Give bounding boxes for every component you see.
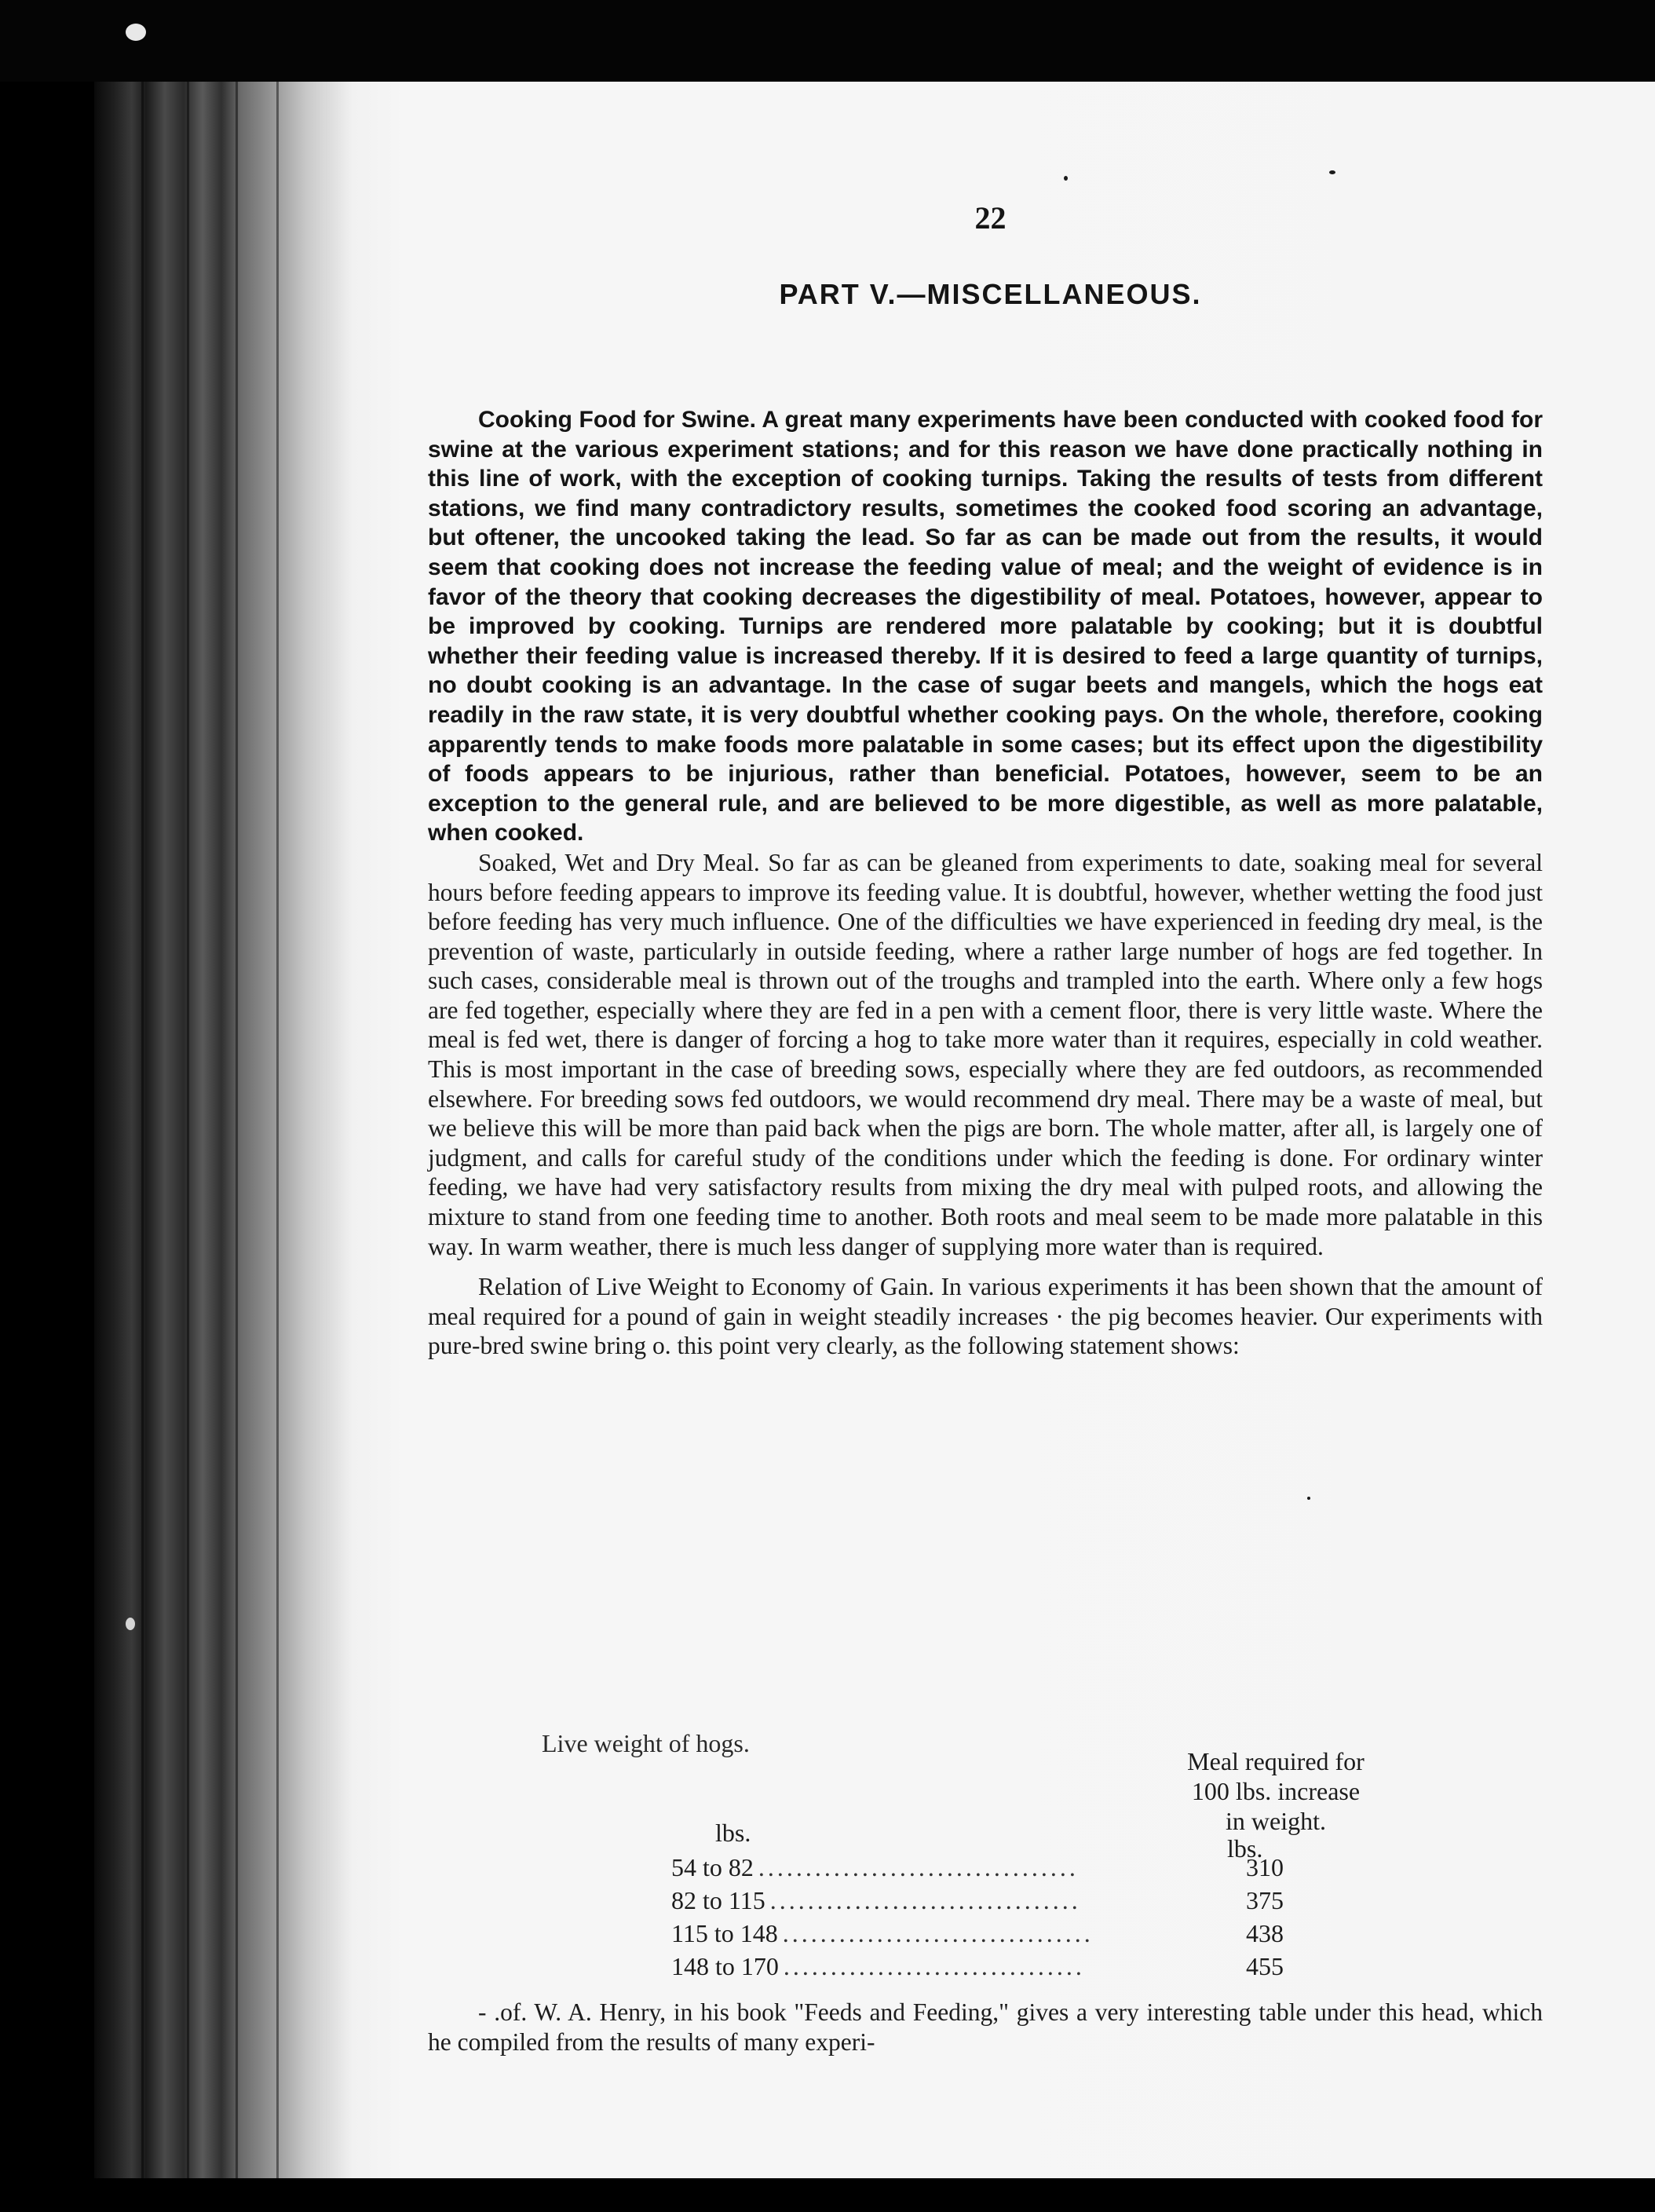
table-row bbox=[671, 1919, 1284, 1948]
binding-line bbox=[141, 82, 144, 2178]
weight-range: 148 to 170 bbox=[671, 1952, 779, 1980]
table-row bbox=[671, 1886, 1284, 1915]
caption-line: in weight. bbox=[1226, 1807, 1326, 1835]
paragraph-cooking-food: Cooking Food for Swine. A great many experiments have been conducted with cooked food for swine at the various experiment stations; and for this reason we have done practically nothing in this line of work, with the exception of cooking turnips. Taking the results of tests from different stations, we find many contradictory results, sometimes the cooked food scoring an advantage, but oftener, the uncooked taking the lead. So far as can be made out from the results, it would seem that cooking does not increase the feeding value of meal; and the weight of evidence is in favor of the theory that cooking decreases the digestibility of meal. Potatoes, however, appear to be improved by cooking. Turnips are rendered more palatable by cooking; but it is doubtful whether their feeding value is increased thereby. If it is desired to feed a large quantity of turnips, no doubt cooking is an advantage. In the case of sugar beets and mangels, which the hogs eat readily in the raw state, it is very doubtful whether cooking pays. On the whole, therefore, cooking apparently tends to make foods more palatable in some cases; but its effect upon the digestibility of foods appears to be injurious, rather than beneficial. Potatoes, however, seem to be an exception to the general rule, and are believed to be more digestible, as well as more palatable, when cooked. bbox=[428, 407, 1543, 846]
binding-line bbox=[276, 82, 279, 2178]
leader-dots: ................................ bbox=[783, 1952, 1085, 1980]
table-row bbox=[671, 1853, 1284, 1882]
caption-line: 100 lbs. increase bbox=[1191, 1777, 1361, 1805]
weight-range: 82 to 115 bbox=[671, 1886, 765, 1914]
weight-range: 54 to 82 bbox=[671, 1853, 754, 1881]
page-number: 22 bbox=[974, 200, 1007, 236]
dust-speck bbox=[126, 1618, 135, 1630]
paragraph-live-weight: Relation of Live Weight to Economy of Gain. In various experiments it has been shown that the amount of meal required for a pound of gain in weight steadily increases · the pig becomes heavier. Our experiments with pure-bred swine bring o. this point very clearly, as the following statement shows: bbox=[428, 1273, 1543, 1360]
meal-required: 375 bbox=[1246, 1886, 1284, 1914]
meal-required: 310 bbox=[1246, 1853, 1284, 1881]
binding-line bbox=[187, 82, 189, 2178]
leader-dots: .................................. bbox=[758, 1853, 1079, 1881]
body-text bbox=[428, 405, 1543, 1361]
table-left-unit: lbs. bbox=[715, 1819, 751, 1847]
caption-line: Meal required for bbox=[1187, 1747, 1365, 1775]
footer-paragraph: - .of. W. A. Henry, in his book "Feeds and Feeding," gives a very interesting table under this head, which he compiled from the results of many experi- bbox=[428, 1998, 1543, 2056]
page-sheet bbox=[326, 82, 1655, 2178]
leader-dots: ................................. bbox=[769, 1886, 1081, 1914]
table-left-caption: Live weight of hogs. bbox=[542, 1729, 750, 1757]
table-right-unit: lbs. bbox=[1227, 1834, 1263, 1863]
dust-speck bbox=[1307, 1497, 1310, 1500]
leader-dots: ................................. bbox=[782, 1919, 1094, 1947]
table-row bbox=[671, 1952, 1284, 1981]
part-heading: PART V.—MISCELLANEOUS. bbox=[779, 278, 1202, 310]
meal-required: 438 bbox=[1246, 1919, 1284, 1947]
scan-top-border bbox=[0, 0, 1655, 82]
dust-speck bbox=[126, 24, 146, 41]
table-right-caption bbox=[1142, 1746, 1409, 1836]
weight-range: 115 to 148 bbox=[671, 1919, 778, 1947]
dust-speck bbox=[1064, 176, 1068, 181]
paragraph-soaked-meal: Soaked, Wet and Dry Meal. So far as can be gleaned from experiments to date, soaking meal for several hours before feeding appears to improve its feeding value. It is doubtful, however, whether wetting the food just before feeding has very much influence. One of the difficulties we have experienced in feeding dry meal, is the prevention of waste, particularly in outside feeding, where a rather large number of hogs are fed together. In such cases, considerable meal is thrown out of the troughs and trampled into the earth. Where only a few hogs are fed together, especially where they are fed in a pen with a cement floor, there is very little waste. Where the meal is fed wet, there is danger of forcing a hog to take more water than it requires, especially in cold weather. This is most important in the case of breeding sows, especially where they are fed outdoors, as recommended elsewhere. For breeding sows fed outdoors, we would recommend dry meal. There may be a waste of meal, but we believe this will be more than paid back when the pigs are born. The whole matter, after all, is largely one of judgment, and calls for careful study of the conditions under which the feeding is done. For ordinary winter feeding, we have had very satisfactory results from mixing the dry meal with pulped roots, and allowing the mixture to stand from one feeding time to another. Both roots and meal seem to be made more palatable in this way. In warm weather, there is much less danger of supplying more water than is required. bbox=[428, 848, 1543, 1260]
scan-bottom-border bbox=[0, 2178, 1655, 2212]
binding-line bbox=[236, 82, 238, 2178]
meal-required: 455 bbox=[1246, 1952, 1284, 1980]
dust-speck bbox=[1329, 170, 1335, 174]
book-binding-edge bbox=[94, 82, 330, 2178]
